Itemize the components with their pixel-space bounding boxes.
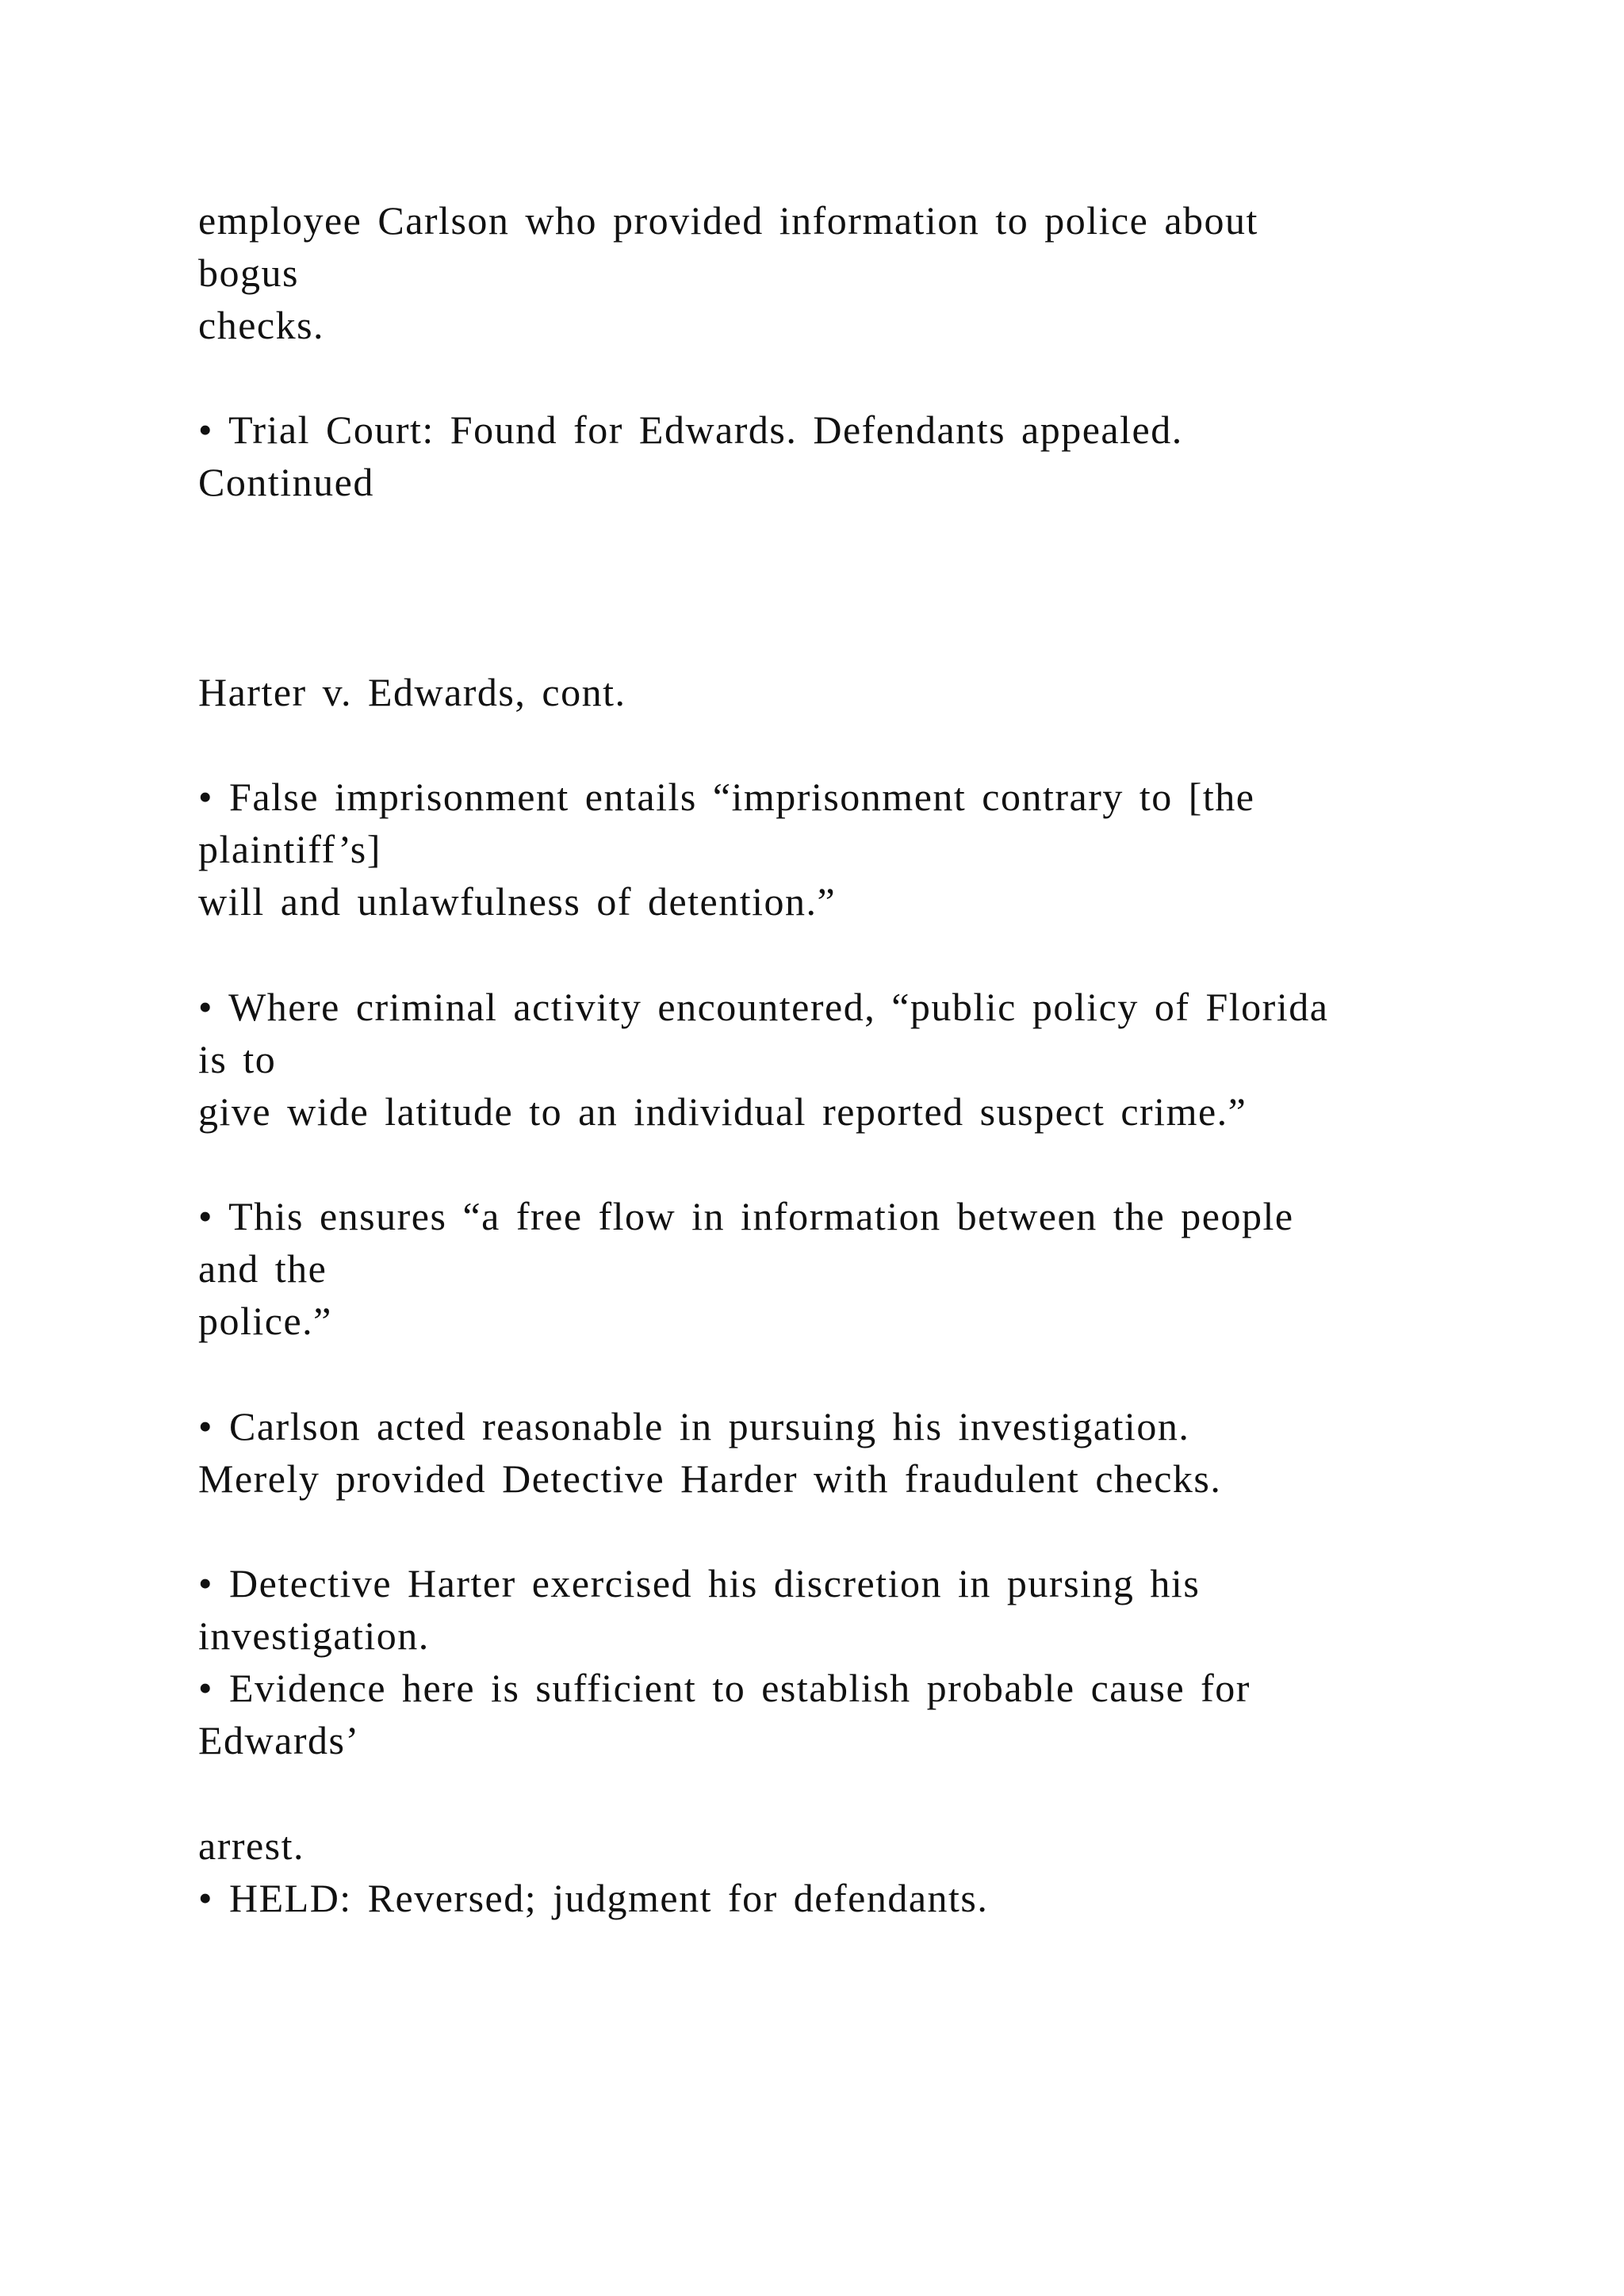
bullet-line: • Trial Court: Found for Edwards. Defendants appealed.	[198, 408, 1183, 452]
text-line: is to	[198, 1037, 277, 1081]
text-line: and the	[198, 1246, 327, 1291]
bullet-line: • Detective Harter exercised his discretion in pursing his	[198, 1561, 1201, 1605]
text-line: police.”	[198, 1299, 332, 1343]
text-line: will and unlawfulness of detention.”	[198, 879, 837, 924]
text-line: Edwards’	[198, 1718, 360, 1762]
text-line: employee Carlson who provided information to police about	[198, 198, 1258, 243]
text-line: checks.	[198, 303, 325, 347]
bullet-line: • False imprisonment entails “imprisonment contrary to [the	[198, 775, 1255, 819]
text-line: give wide latitude to an individual reported suspect crime.”	[198, 1089, 1247, 1134]
section-heading: Harter v. Edwards, cont.	[198, 670, 626, 714]
text-line: bogus	[198, 251, 299, 295]
text-line: arrest.	[198, 1823, 305, 1868]
text-line: investigation.	[198, 1613, 430, 1658]
text-line: Merely provided Detective Harder with fraudulent checks.	[198, 1456, 1222, 1501]
bullet-line: • This ensures “a free flow in information between the people	[198, 1194, 1294, 1238]
text-line: Continued	[198, 460, 374, 504]
bullet-line: • Evidence here is sufficient to establish probable cause for	[198, 1666, 1251, 1710]
bullet-line: • HELD: Reversed; judgment for defendants.	[198, 1876, 989, 1920]
bullet-line: • Carlson acted reasonable in pursuing his investigation.	[198, 1404, 1190, 1448]
text-line: plaintiff’s]	[198, 827, 381, 871]
bullet-line: • Where criminal activity encountered, “public policy of Florida	[198, 985, 1329, 1029]
